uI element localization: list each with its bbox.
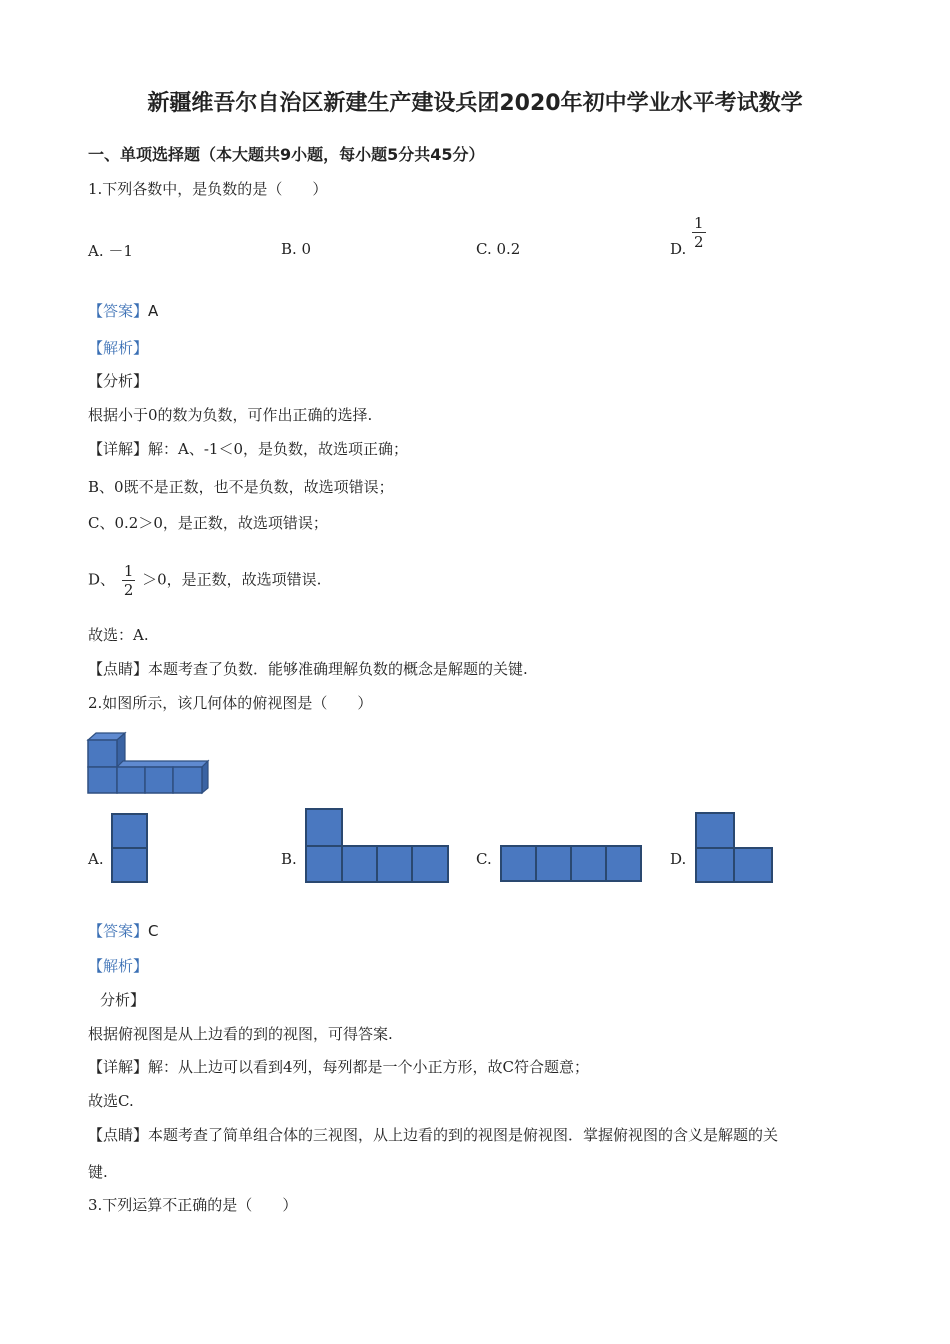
q1-option-d-label: D. bbox=[670, 240, 687, 258]
option-c-square-2 bbox=[536, 846, 571, 881]
q1-d-line bbox=[88, 562, 321, 599]
q1-option-c: C. 0.2 bbox=[476, 240, 521, 258]
q1-d-suffix: ＞0，是正数，故选项错误. bbox=[142, 570, 322, 589]
q2-choice: 故选C. bbox=[88, 1092, 134, 1110]
q2-option-d-figure bbox=[694, 811, 776, 884]
q2-fenxi-text: 根据俯视图是从上边看的到的视图，可得答案. bbox=[88, 1025, 393, 1043]
q1-fenxi-text: 根据小于0的数为负数，可作出正确的选择. bbox=[88, 406, 373, 424]
q1-fenxi-tag: 【分析】 bbox=[88, 372, 149, 390]
q2-detail: 【详解】解：从上边可以看到4列，每列都是一个小正方形，故C符合题意； bbox=[88, 1058, 590, 1076]
q1-c-line: C、0.2＞0，是正数，故选项错误； bbox=[88, 514, 328, 532]
q2-answer: C bbox=[148, 922, 159, 940]
q1-b-line: B、0既不是正数，也不是负数，故选项错误； bbox=[88, 478, 394, 496]
q2-option-b-figure bbox=[304, 807, 450, 884]
page-title: 新疆维吾尔自治区新建生产建设兵团2020年初中学业水平考试数学 bbox=[147, 91, 803, 116]
bottom-cube-3 bbox=[145, 767, 173, 793]
bottom-cube-4 bbox=[173, 767, 202, 793]
q1-d-prefix: D、 bbox=[88, 570, 116, 589]
option-c-square-1 bbox=[501, 846, 536, 881]
q2-comment-line-1: 【点睛】本题考查了简单组合体的三视图，从上边看的到的视图是俯视图．掌握俯视图的含义是解题的关 bbox=[88, 1126, 779, 1144]
section-heading: 一、单项选择题（本大题共9小题，每小题5分共45分） bbox=[88, 145, 485, 164]
option-b-square-1 bbox=[306, 846, 342, 882]
option-c-square-3 bbox=[571, 846, 606, 881]
q1-answer: A bbox=[148, 302, 159, 320]
q1-option-d-fraction bbox=[692, 214, 706, 251]
q1-stem: 1.下列各数中，是负数的是（ ） bbox=[88, 180, 328, 198]
q2-answer-tag: 【答案】 bbox=[88, 922, 149, 940]
top-cube-front-face bbox=[88, 740, 117, 767]
q2-option-a-label: A. bbox=[88, 850, 104, 868]
bottom-cube-2 bbox=[117, 767, 145, 793]
option-d-square-1 bbox=[696, 848, 734, 882]
q1-option-b: B. 0 bbox=[281, 240, 312, 258]
q1-choice: 故选：A. bbox=[88, 626, 149, 644]
q1-detail: 【详解】解：A、-1＜0，是负数，故选项正确； bbox=[88, 440, 408, 458]
option-a-square-1 bbox=[112, 814, 147, 848]
option-a-square-2 bbox=[112, 848, 147, 882]
option-d-square-top bbox=[696, 813, 734, 848]
q2-answer-line bbox=[88, 920, 159, 941]
q1-option-a: A. －1 bbox=[88, 242, 133, 260]
q1-d-numerator: 1 bbox=[123, 562, 134, 580]
q3-stem: 3.下列运算不正确的是（ ） bbox=[88, 1196, 298, 1214]
option-c-square-4 bbox=[606, 846, 641, 881]
q2-option-c-figure bbox=[499, 844, 643, 884]
q1-comment: 【点睛】本题考查了负数．能够准确理解负数的概念是解题的关键. bbox=[88, 660, 528, 678]
q2-option-a-figure bbox=[110, 812, 150, 884]
option-b-square-3 bbox=[377, 846, 412, 882]
q2-analysis-tag: 【解析】 bbox=[88, 957, 149, 975]
option-d-square-2 bbox=[734, 848, 772, 882]
q1-option-d-denominator: 2 bbox=[694, 233, 704, 251]
option-b-square-4 bbox=[412, 846, 448, 882]
q2-solid-figure bbox=[86, 730, 212, 796]
bottom-row-top-face bbox=[117, 761, 208, 767]
option-b-square-top bbox=[306, 809, 342, 846]
q1-option-d-numerator: 1 bbox=[694, 214, 704, 232]
option-b-square-2 bbox=[342, 846, 377, 882]
q2-option-d-label: D. bbox=[670, 850, 687, 868]
q2-comment-line-2: 键. bbox=[88, 1163, 108, 1181]
q2-option-c-label: C. bbox=[476, 850, 492, 868]
q1-d-denominator: 2 bbox=[123, 581, 134, 599]
q2-fenxi-tag: 分析】 bbox=[100, 991, 146, 1009]
q2-stem: 2.如图所示，该几何体的俯视图是（ ） bbox=[88, 694, 373, 712]
q1-analysis-tag: 【解析】 bbox=[88, 339, 149, 357]
bottom-row-side-face bbox=[202, 761, 208, 793]
q1-answer-tag: 【答案】 bbox=[88, 302, 149, 320]
q1-answer-line bbox=[88, 300, 158, 321]
q2-option-b-label: B. bbox=[281, 850, 297, 868]
bottom-cube-1 bbox=[88, 767, 117, 793]
